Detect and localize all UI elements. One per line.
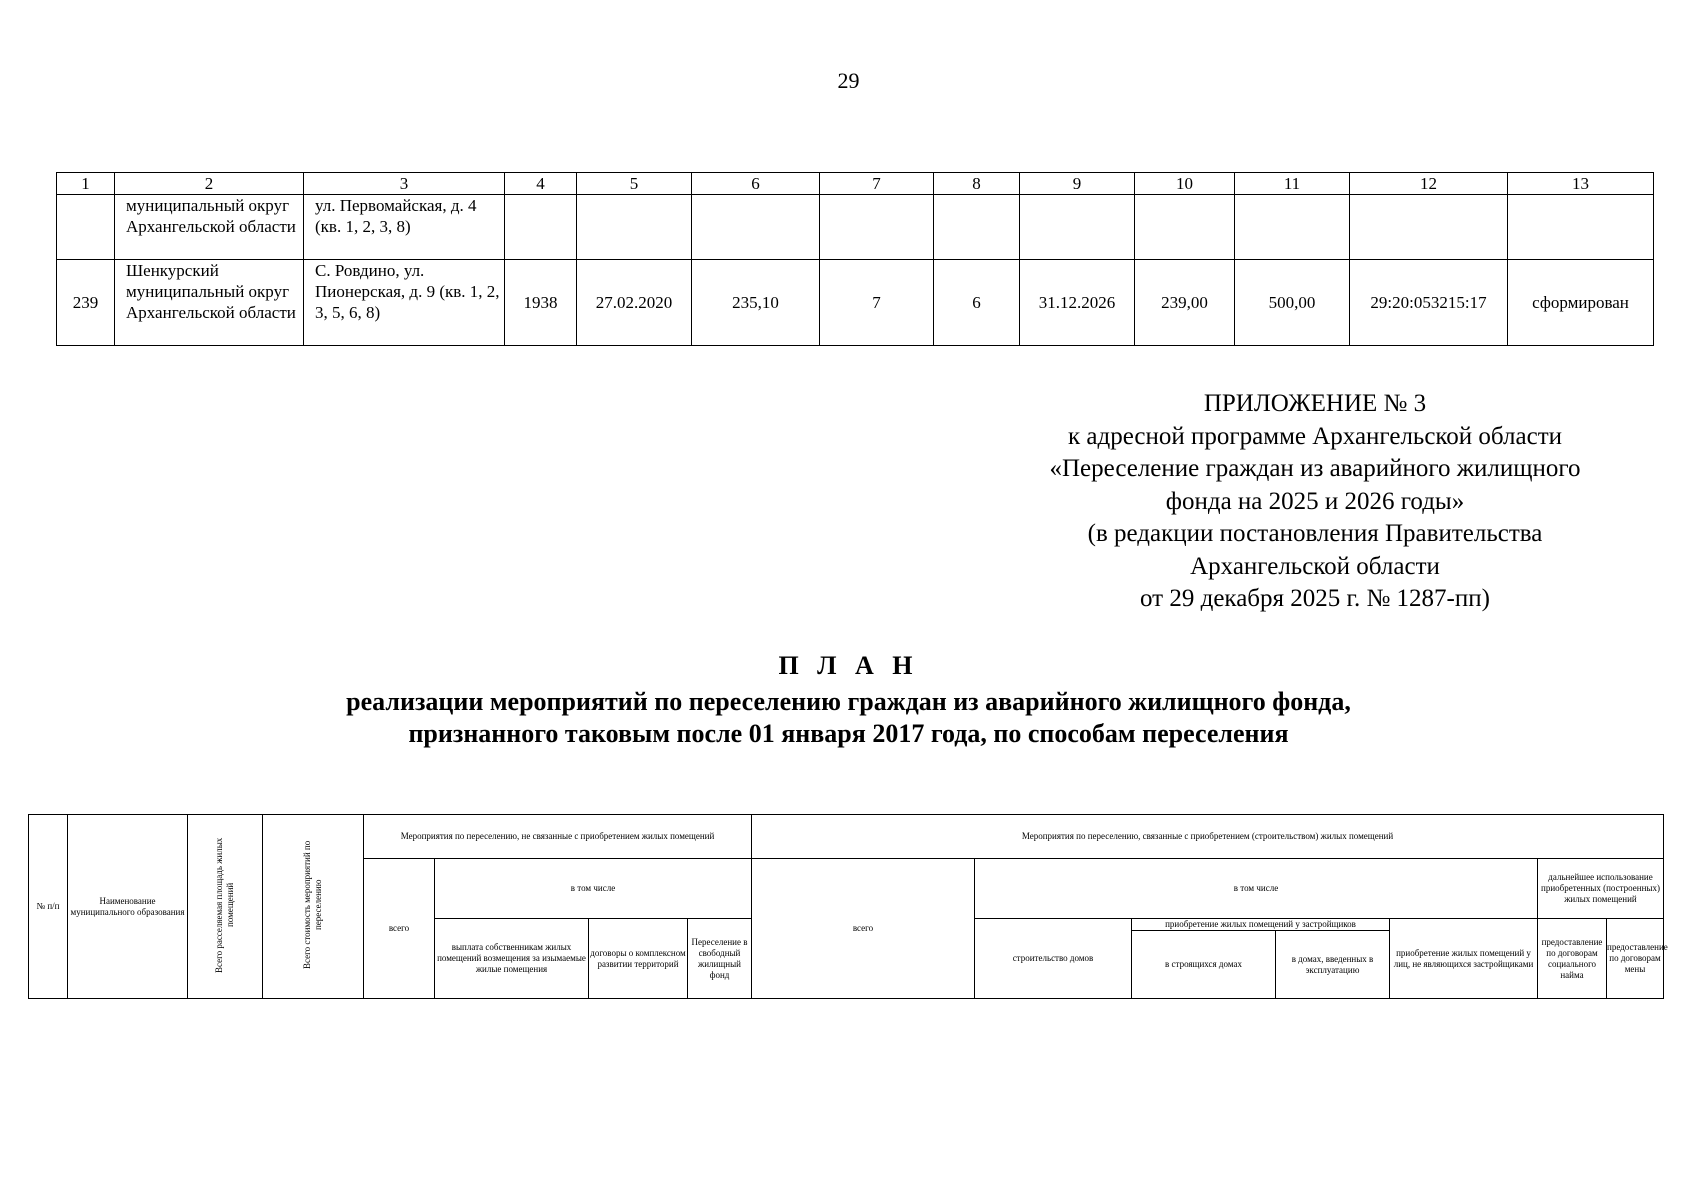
table-cell: 239,00 (1135, 260, 1235, 346)
group-acquisition-header: Мероприятия по переселению, связанные с приобретением (строительством) жилых помещений (752, 815, 1664, 859)
column-header: 1 (57, 173, 115, 195)
total-header: всего (364, 859, 435, 999)
table-cell (1020, 195, 1135, 260)
page-number: 29 (837, 68, 860, 93)
total-header: всего (752, 859, 975, 999)
appendix-line: от 29 декабря 2025 г. № 1287-пп) (1140, 585, 1490, 612)
total-cost-header (263, 815, 364, 999)
table-cell: 31.12.2026 (1020, 260, 1135, 346)
territory-contracts-header: договоры о комплексном развитии территорий (589, 919, 688, 999)
table-cell: 29:20:053215:17 (1350, 260, 1508, 346)
free-stock-header: Переселение в свободный жилищный фонд (688, 919, 752, 999)
column-header: 13 (1508, 173, 1654, 195)
social-rent-header: предоставление по договорам социального найма (1538, 919, 1607, 999)
column-header: 11 (1235, 173, 1350, 195)
acq-developers-header: приобретение жилых помещений у застройщиков (1132, 919, 1390, 931)
table-row (57, 195, 1654, 260)
appendix-line: «Переселение граждан из аварийного жилищного (1049, 455, 1581, 482)
including-header: в том числе (435, 859, 752, 919)
table-cell: муниципальный округ Архангельской области (115, 195, 304, 260)
table-cell: сформирован (1508, 260, 1654, 346)
acq-non-developers-header: приобретение жилых помещений у лиц, не являющихся застройщиками (1390, 919, 1538, 999)
total-cost-label: Всего стоимость мероприятий по переселению (302, 840, 323, 970)
municipality-header: Наименование муниципального образования (68, 815, 188, 999)
column-header: 9 (1020, 173, 1135, 195)
table-cell (1508, 195, 1654, 260)
column-header: 2 (115, 173, 304, 195)
group-not-acquisition-header: Мероприятия по переселению, не связанные с приобретением жилых помещений (364, 815, 752, 859)
table-cell: 7 (820, 260, 934, 346)
column-header: 8 (934, 173, 1020, 195)
plan-title: П Л А Н (778, 651, 919, 680)
table-cell (1135, 195, 1235, 260)
table-cell (692, 195, 820, 260)
table-cell (1235, 195, 1350, 260)
column-header: 12 (1350, 173, 1508, 195)
table-cell (577, 195, 692, 260)
total-area-header (188, 815, 263, 999)
appendix-line: фонда на 2025 и 2026 годы» (1165, 487, 1465, 515)
table-cell: ул. Первомайская, д. 4 (кв. 1, 2, 3, 8) (304, 195, 505, 260)
table-cell (820, 195, 934, 260)
under-construction-header: в строящихся домах (1132, 931, 1276, 999)
table-cell (1350, 195, 1508, 260)
column-header: 10 (1135, 173, 1235, 195)
continuation-table (56, 172, 1654, 346)
table-cell: 239 (57, 260, 115, 346)
table-cell: 235,10 (692, 260, 820, 346)
total-area-label: Всего расселяемая площадь жилых помещений (214, 837, 235, 973)
column-header: 3 (304, 173, 505, 195)
table-cell: 27.02.2020 (577, 260, 692, 346)
plan-subtitle: признанного таковым после 01 января 2017 года, по способам переселения (408, 719, 1289, 748)
table-cell: Шенкурский муниципальный округ Архангельской области (115, 260, 304, 346)
appendix-line: Архангельской области (1190, 552, 1440, 580)
exchange-header: предоставление по договорам мены (1607, 919, 1664, 999)
appendix-title: ПРИЛОЖЕНИЕ № 3 (1203, 390, 1427, 417)
appendix-line: (в редакции постановления Правительства (1087, 520, 1543, 547)
num-header: № п/п (29, 815, 68, 999)
table-cell: С. Ровдино, ул. Пионерская, д. 9 (кв. 1, 2, 3, 5, 6, 8) (304, 260, 505, 346)
appendix-line: к адресной программе Архангельской области (1067, 422, 1563, 450)
further-use-header: дальнейшее использование приобретенных (построенных) жилых помещений (1538, 859, 1664, 919)
table-cell: 500,00 (1235, 260, 1350, 346)
appendix-block (990, 388, 1640, 616)
commissioned-header: в домах, введенных в эксплуатацию (1276, 931, 1390, 999)
header-row (57, 173, 1654, 195)
table-cell (57, 195, 115, 260)
table-cell (934, 195, 1020, 260)
plan-header-table (28, 814, 1668, 999)
table-row (57, 260, 1654, 346)
including-header: в том числе (975, 859, 1538, 919)
column-header: 5 (577, 173, 692, 195)
table-cell: 6 (934, 260, 1020, 346)
column-header: 7 (820, 173, 934, 195)
construction-header: строительство домов (975, 919, 1132, 999)
plan-subtitle: реализации мероприятий по переселению граждан из аварийного жилищного фонда, (346, 687, 1351, 716)
table-cell: 1938 (505, 260, 577, 346)
column-header: 4 (505, 173, 577, 195)
table-cell (505, 195, 577, 260)
payout-header: выплата собственникам жилых помещений возмещения за изымаемые жилые помещения (435, 919, 589, 999)
column-header: 6 (692, 173, 820, 195)
